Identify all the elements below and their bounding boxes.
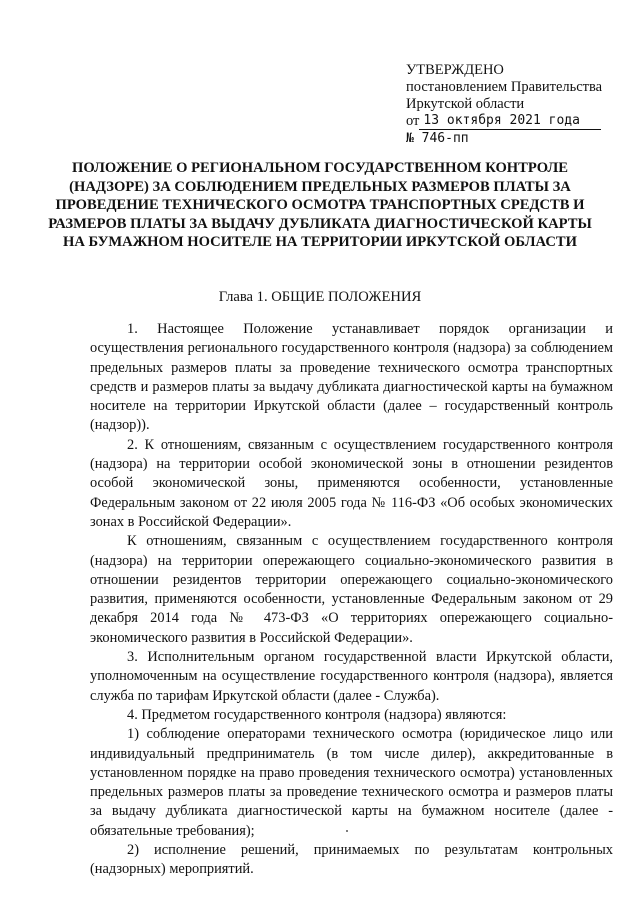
approval-line-2: Иркутской области [406, 96, 525, 112]
approval-date-line [406, 113, 616, 130]
paragraph-1: 1. Настоящее Положение устанавливает порядок организации и осуществления регионального государственного контроля (надзора) за соблюдением предельных размеров платы за проведение технического осмотра транспортных средств и размеров платы за выдачу дубликата диагностической карты на бумажном носителе на территории Иркутской области (далее – государственный контроль (надзор)). [90, 321, 613, 434]
chapter-heading: Глава 1. ОБЩИЕ ПОЛОЖЕНИЯ [218, 289, 422, 305]
approval-heading: УТВЕРЖДЕНО [406, 62, 504, 78]
paragraph-4: 4. Предметом государственного контроля (надзора) являются: [127, 706, 507, 723]
document-body [90, 320, 613, 880]
document-title: ПОЛОЖЕНИЕ О РЕГИОНАЛЬНОМ ГОСУДАРСТВЕННОМ КОНТРОЛЕ (НАДЗОРЕ) ЗА СОБЛЮДЕНИЕМ ПРЕДЕЛЬНЫХ РАЗМЕРОВ ПЛАТЫ ЗА ПРОВЕДЕНИЕ ТЕХНИЧЕСКОГО ОСМОТРА ТРАНСПОРТНЫХ СРЕДСТВ И РАЗМЕРОВ ПЛАТЫ ЗА ВЫДАЧУ ДУБЛИКАТА ДИАГНОСТИЧЕСКОЙ КАРТЫ НА БУМАЖНОМ НОСИТЕЛЕ НА ТЕРРИТОРИИ ИРКУТСКОЙ ОБЛАСТИ [48, 160, 592, 250]
paragraph-2-continued: К отношениям, связанным с осуществлением государственного контроля (надзора) на территории опережающего социально-экономического развития в отношении резидентов территории опережающего социально-экономического развития, применяются особенности, установленные Федеральным законом от 29 декабря 2014 года № 473-ФЗ «О территориях опережающего социально-экономического развития в Российской Федерации». [90, 533, 613, 646]
approval-stamp [406, 62, 616, 147]
approval-number: № 746-пп [406, 131, 469, 146]
approval-date-prefix: от [406, 113, 420, 129]
paragraph-3: 3. Исполнительным органом государственной власти Иркутской области, уполномоченным на осуществление государственного контроля (надзора), является служба по тарифам Иркутской области (далее - Служба). [90, 649, 613, 704]
paragraph-4-item-1: 1) соблюдение операторами технического осмотра (юридическое лицо или индивидуальный предприниматель (в том числе дилер), аккредитованные в установленном порядке на право проведения технического осмотра) установленных предельных размеров платы за проведение технического осмотра и размеров платы за выдачу дубликата диагностической карты на бумажном носителе (далее - обязательные требования); [90, 726, 613, 839]
paragraph-4-item-2: 2) исполнение решений, принимаемых по результатам контрольных (надзорных) мероприятий. [90, 842, 613, 878]
approval-line-1: постановлением Правительства [406, 79, 603, 95]
paragraph-2: 2. К отношениям, связанным с осуществлением государственного контроля (надзора) на территории особой экономической зоны в отношении резидентов особой экономической зоны, применяются особенности, установленные Федеральным законом от 22 июля 2005 года № 116-ФЗ «Об особых экономических зонах в Российской Федерации». [90, 436, 613, 530]
scan-speck [346, 830, 348, 832]
approval-date: 13 октября 2021 года [419, 113, 601, 130]
